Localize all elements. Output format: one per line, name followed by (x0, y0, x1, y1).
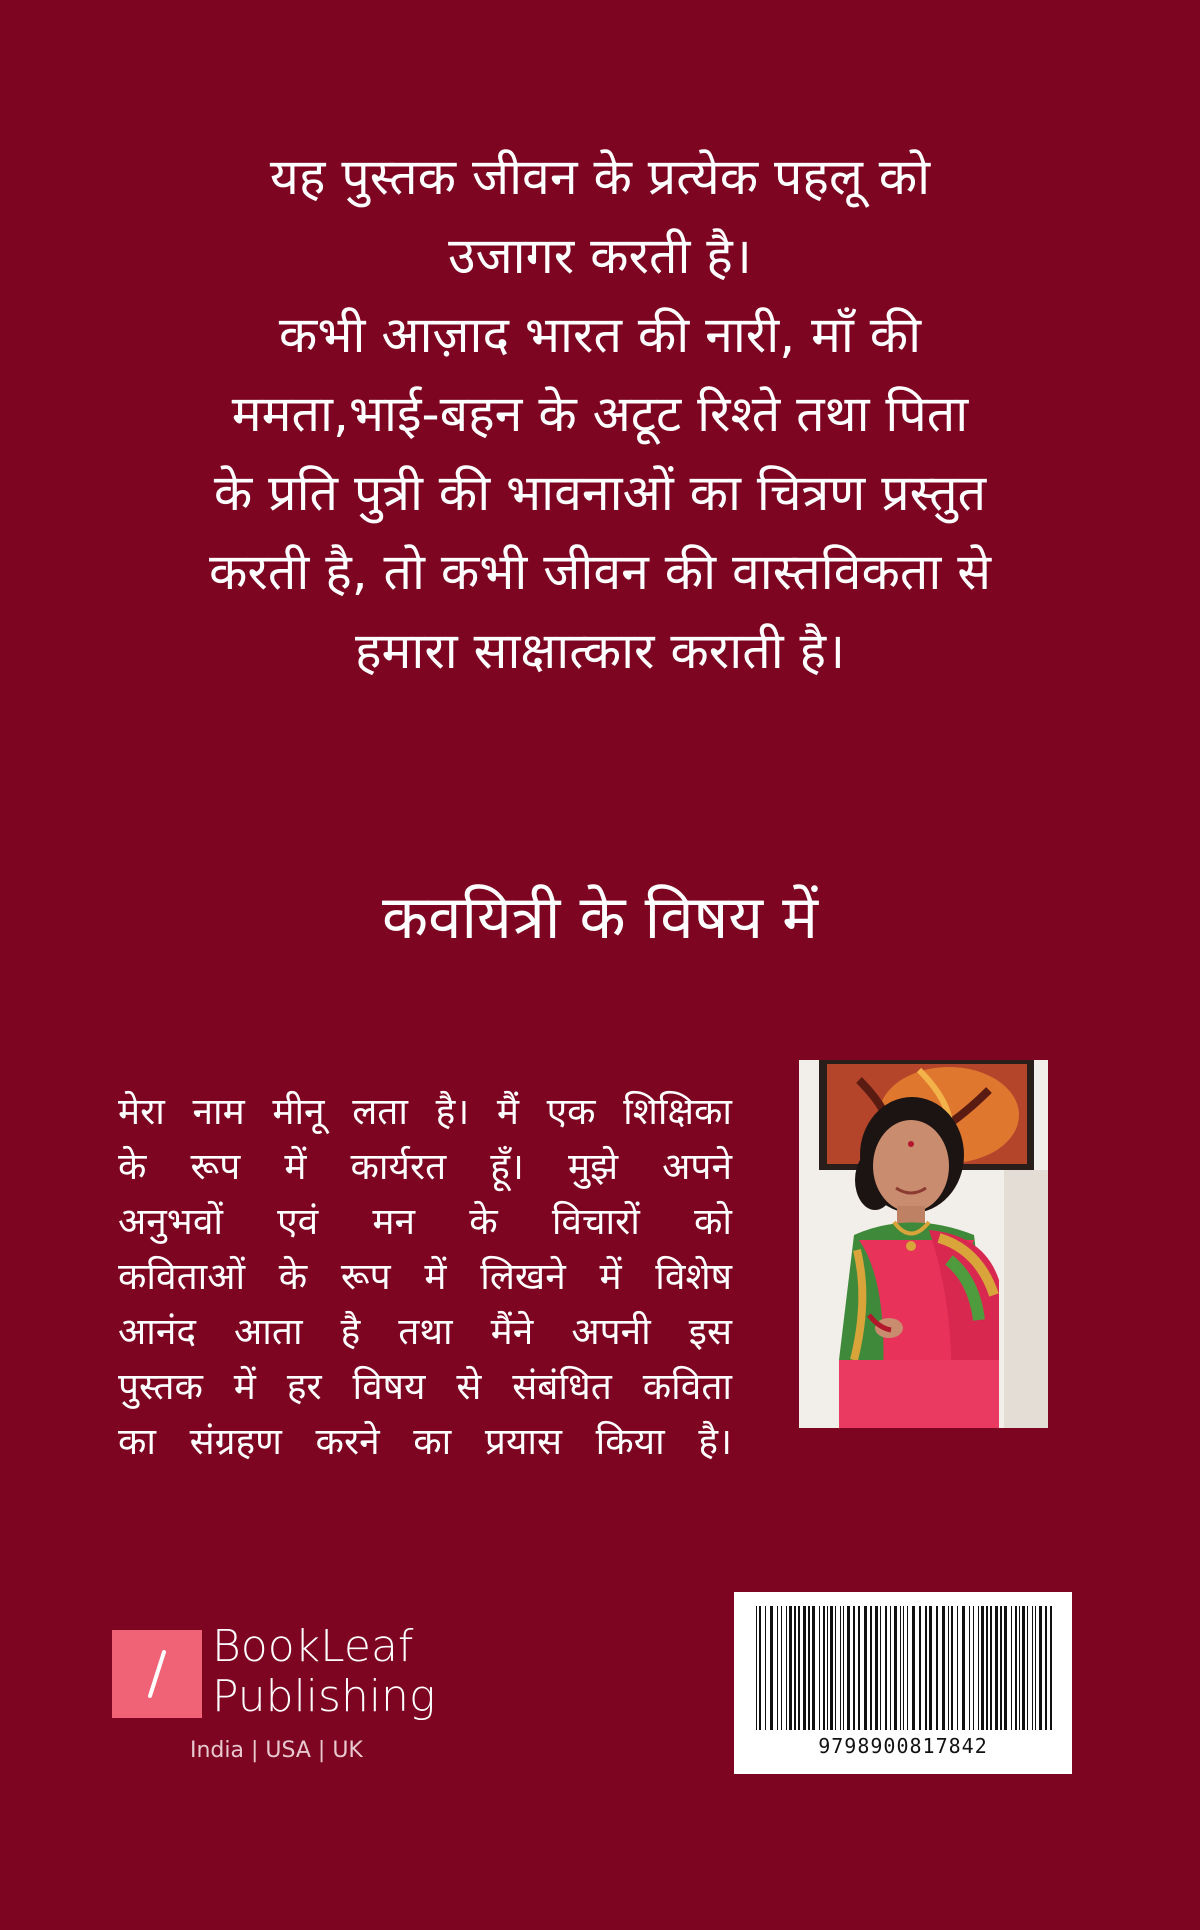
bio-line: आनंद आता है तथा मैंने अपनी इस (118, 1310, 732, 1353)
publisher-name (212, 1622, 435, 1722)
author-bio (118, 1084, 732, 1469)
blurb-line: उजागर करती है। (448, 227, 752, 285)
author-photo (799, 1060, 1048, 1428)
book-blurb (100, 138, 1100, 691)
author-portrait-image (799, 1060, 1048, 1428)
publisher-mark-icon (112, 1630, 202, 1718)
bio-line: मेरा नाम मीनू लता है। मैं एक शिक्षिका (118, 1090, 732, 1133)
bio-line: पुस्तक में हर विषय से संबंधित कविता (118, 1365, 732, 1408)
publisher-regions: India | USA | UK (190, 1738, 363, 1763)
isbn-number: 9798900817842 (818, 1734, 988, 1758)
publisher-logo (112, 1621, 452, 1770)
publisher-name-line1: BookLeaf (212, 1621, 414, 1672)
blurb-line: यह पुस्तक जीवन के प्रत्येक पहलू को (269, 148, 931, 206)
blurb-line: के प्रति पुत्री की भावनाओं का चित्रण प्रस्तुत (213, 464, 987, 522)
about-author-heading: कवयित्री के विषय में (382, 883, 818, 953)
isbn-barcode (734, 1592, 1072, 1774)
bio-line: के रूप में कार्यरत हूँ। मुझे अपने (118, 1145, 732, 1188)
blurb-line: हमारा साक्षात्कार कराती है। (354, 622, 846, 680)
bio-line: कविताओं के रूप में लिखने में विशेष (118, 1255, 732, 1298)
bio-line: अनुभवों एवं मन के विचारों को (118, 1200, 732, 1243)
blurb-line: ममता,भाई-बहन के अटूट रिश्ते तथा पिता (231, 385, 969, 443)
blurb-line: कभी आज़ाद भारत की नारी, माँ की (278, 306, 922, 364)
blurb-line: करती है, तो कभी जीवन की वास्तविकता से (209, 543, 991, 601)
bio-line: का संग्रहण करने का प्रयास किया है। (118, 1420, 732, 1463)
publisher-name-line2: Publishing (212, 1671, 436, 1722)
